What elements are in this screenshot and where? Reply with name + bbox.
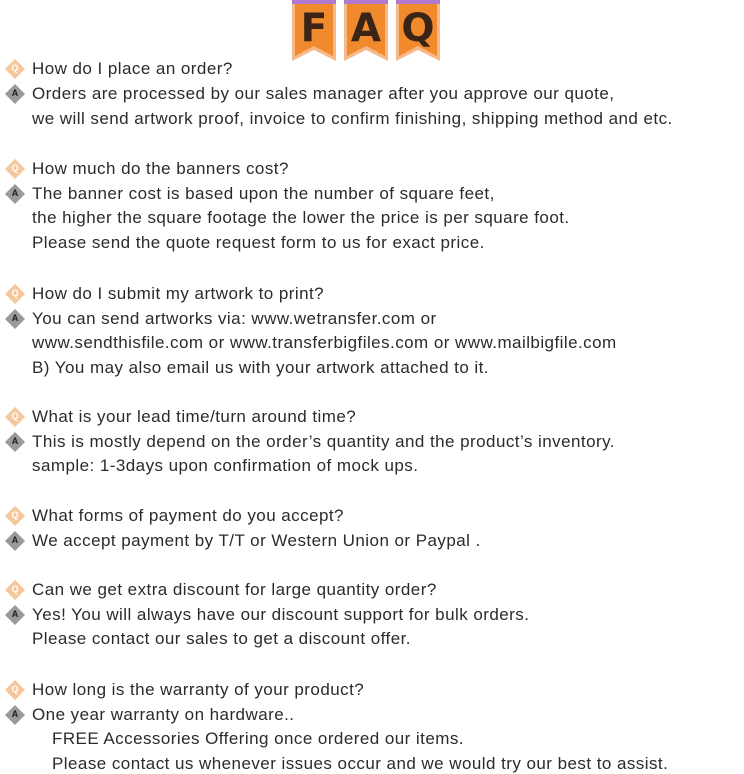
faq-question: How long is the warranty of your product? <box>32 680 365 699</box>
faq-answer-line: One year warranty on hardware.. <box>32 705 295 724</box>
faq-question: Can we get extra discount for large quantity order? <box>32 580 437 599</box>
faq-answer-line: Orders are processed by our sales manager after you approve our quote, <box>32 84 615 103</box>
faq-answer-line: Please send the quote request form to us for exact price. <box>32 233 485 252</box>
faq-answer-line: Please contact our sales to get a discount offer. <box>32 629 411 648</box>
question-badge-icon: Q <box>5 407 25 427</box>
question-badge-icon: Q <box>5 284 25 304</box>
faq-answer-line: We accept payment by T/T or Western Union or Paypal . <box>32 531 481 550</box>
question-badge-icon: Q <box>5 159 25 179</box>
answer-badge-icon: A <box>5 184 25 204</box>
faq-answer-line: B) You may also email us with your artwork attached to it. <box>32 358 489 377</box>
question-badge-icon: Q <box>5 680 25 700</box>
faq-question: What forms of payment do you accept? <box>32 506 344 525</box>
faq-title-letter: F <box>300 6 328 51</box>
faq-title-flag <box>344 0 388 63</box>
faq-answer-line: Please contact us whenever issues occur and we would try our best to assist. <box>52 754 669 773</box>
faq-question: How do I submit my artwork to print? <box>32 284 325 303</box>
answer-badge-icon: A <box>5 432 25 452</box>
faq-answer-line: The banner cost is based upon the number of square feet, <box>32 184 495 203</box>
faq-title-flag <box>396 0 440 63</box>
faq-answer-line: the higher the square footage the lower the price is per square foot. <box>32 208 570 227</box>
faq-question: What is your lead time/turn around time? <box>32 407 357 426</box>
answer-badge-icon: A <box>5 605 25 625</box>
faq-answer-line: Yes! You will always have our discount support for bulk orders. <box>32 605 530 624</box>
faq-answer-line: sample: 1-3days upon confirmation of mock ups. <box>32 456 419 475</box>
question-badge-icon: Q <box>5 506 25 526</box>
faq-answer-line: www.sendthisfile.com or www.transferbigfiles.com or www.mailbigfile.com <box>32 333 617 352</box>
faq-title-letter: Q <box>401 6 435 51</box>
answer-badge-icon: A <box>5 531 25 551</box>
faq-answer-line: we will send artwork proof, invoice to confirm finishing, shipping method and etc. <box>32 109 673 128</box>
question-badge-icon: Q <box>5 580 25 600</box>
answer-badge-icon: A <box>5 705 25 725</box>
faq-title-flag <box>292 0 336 63</box>
faq-answer-line: FREE Accessories Offering once ordered our items. <box>52 729 464 748</box>
question-badge-icon: Q <box>5 59 25 79</box>
faq-question: How much do the banners cost? <box>32 159 289 178</box>
faq-title-banner <box>285 0 445 63</box>
faq-question: How do I place an order? <box>32 59 233 78</box>
answer-badge-icon: A <box>5 84 25 104</box>
faq-answer-line: You can send artworks via: www.wetransfer.com or <box>32 309 437 328</box>
faq-title-letter: A <box>350 6 382 51</box>
faq-answer-line: This is mostly depend on the order’s quantity and the product’s inventory. <box>32 432 615 451</box>
answer-badge-icon: A <box>5 309 25 329</box>
